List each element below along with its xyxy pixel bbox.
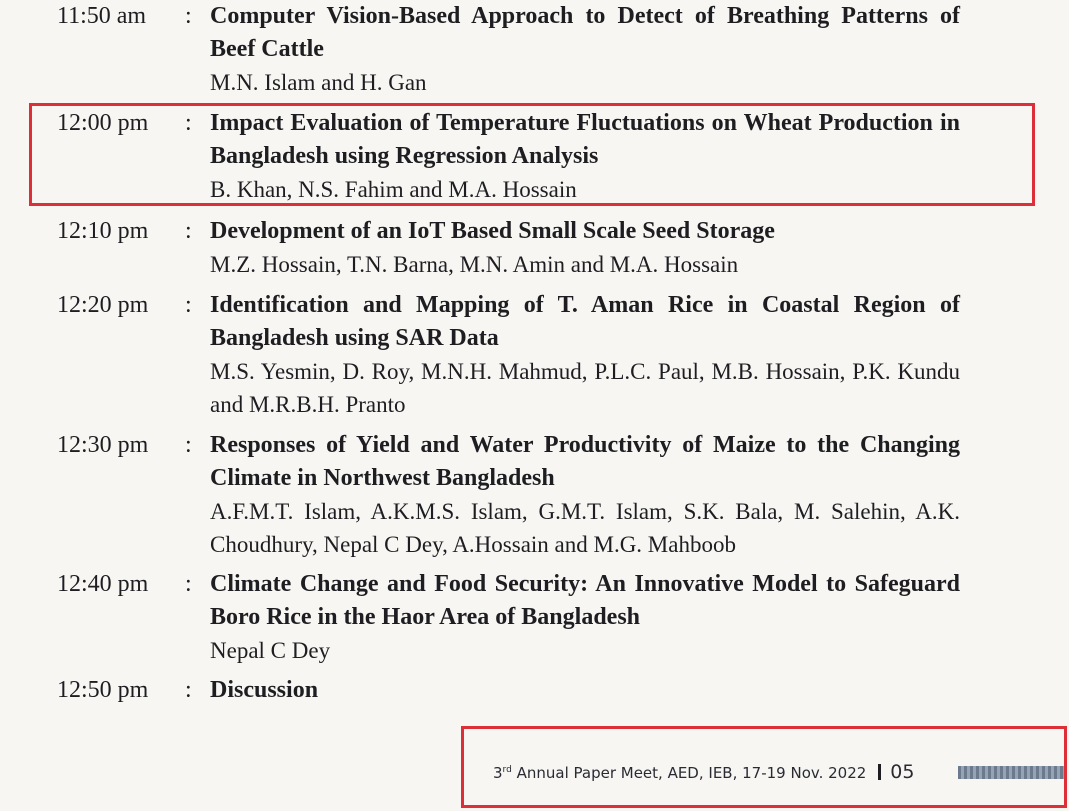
entry-time: 12:40 pm [57, 571, 149, 597]
entry-authors: B. Khan, N.S. Fahim and M.A. Hossain [210, 177, 577, 202]
entry-time: 11:50 am [57, 3, 147, 29]
entry-authors: Nepal C Dey [210, 638, 331, 663]
entry-time: 12:00 pm [57, 110, 149, 136]
entry-separator: : [185, 677, 192, 703]
entry-time: 12:50 pm [57, 677, 149, 703]
entry-authors: M.N. Islam and H. Gan [210, 70, 427, 95]
highlight-box [29, 103, 1035, 206]
footer-decorative-bar [958, 766, 1064, 779]
entry-title: Responses of Yield and Water Productivity of Maize to the Changing Climate in Northwest Bangladesh [210, 432, 960, 491]
entry-content [210, 674, 960, 707]
footer-ordinal-suffix: rd [502, 765, 512, 775]
entry-separator: : [185, 218, 192, 244]
entry-title: Computer Vision-Based Approach to Detect of Breathing Patterns of Beef Cattle [210, 3, 960, 62]
entry-content [210, 0, 960, 99]
entry-separator: : [185, 432, 192, 458]
entry-content [210, 429, 960, 561]
entry-authors: M.Z. Hossain, T.N. Barna, M.N. Amin and M.A. Hossain [210, 252, 739, 277]
entry-content [210, 215, 960, 281]
page-footer [493, 760, 914, 785]
entry-authors: M.S. Yesmin, D. Roy, M.N.H. Mahmud, P.L.C. Paul, M.B. Hossain, P.K. Kundu and M.R.B.H. Pranto [210, 359, 960, 417]
entry-content [210, 289, 960, 421]
entry-title: Impact Evaluation of Temperature Fluctuations on Wheat Production in Bangladesh using Regression Analysis [210, 110, 960, 169]
entry-title: Discussion [210, 677, 319, 703]
entry-title: Identification and Mapping of T. Aman Rice in Coastal Region of Bangladesh using SAR Data [210, 292, 960, 351]
entry-time: 12:20 pm [57, 292, 149, 318]
entry-title: Climate Change and Food Security: An Innovative Model to Safeguard Boro Rice in the Haor Area of Bangladesh [210, 571, 960, 630]
entry-content [210, 568, 960, 667]
footer-ordinal-number: 3 [493, 764, 503, 782]
footer-event: Annual Paper Meet, AED, IEB, 17-19 Nov. 2022 [516, 764, 867, 782]
entry-time: 12:10 pm [57, 218, 149, 244]
entry-separator: : [185, 3, 192, 29]
entry-time: 12:30 pm [57, 432, 149, 458]
entry-separator: : [185, 110, 192, 136]
entry-title: Development of an IoT Based Small Scale Seed Storage [210, 218, 775, 244]
entry-authors: A.F.M.T. Islam, A.K.M.S. Islam, G.M.T. Islam, S.K. Bala, M. Salehin, A.K. Choudhury, Nepal C Dey, A.Hossain and M.G. Mahboob [210, 499, 960, 557]
entry-separator: : [185, 292, 192, 318]
page-number: 05 [890, 761, 915, 783]
footer-divider [878, 764, 881, 780]
entry-separator: : [185, 571, 192, 597]
